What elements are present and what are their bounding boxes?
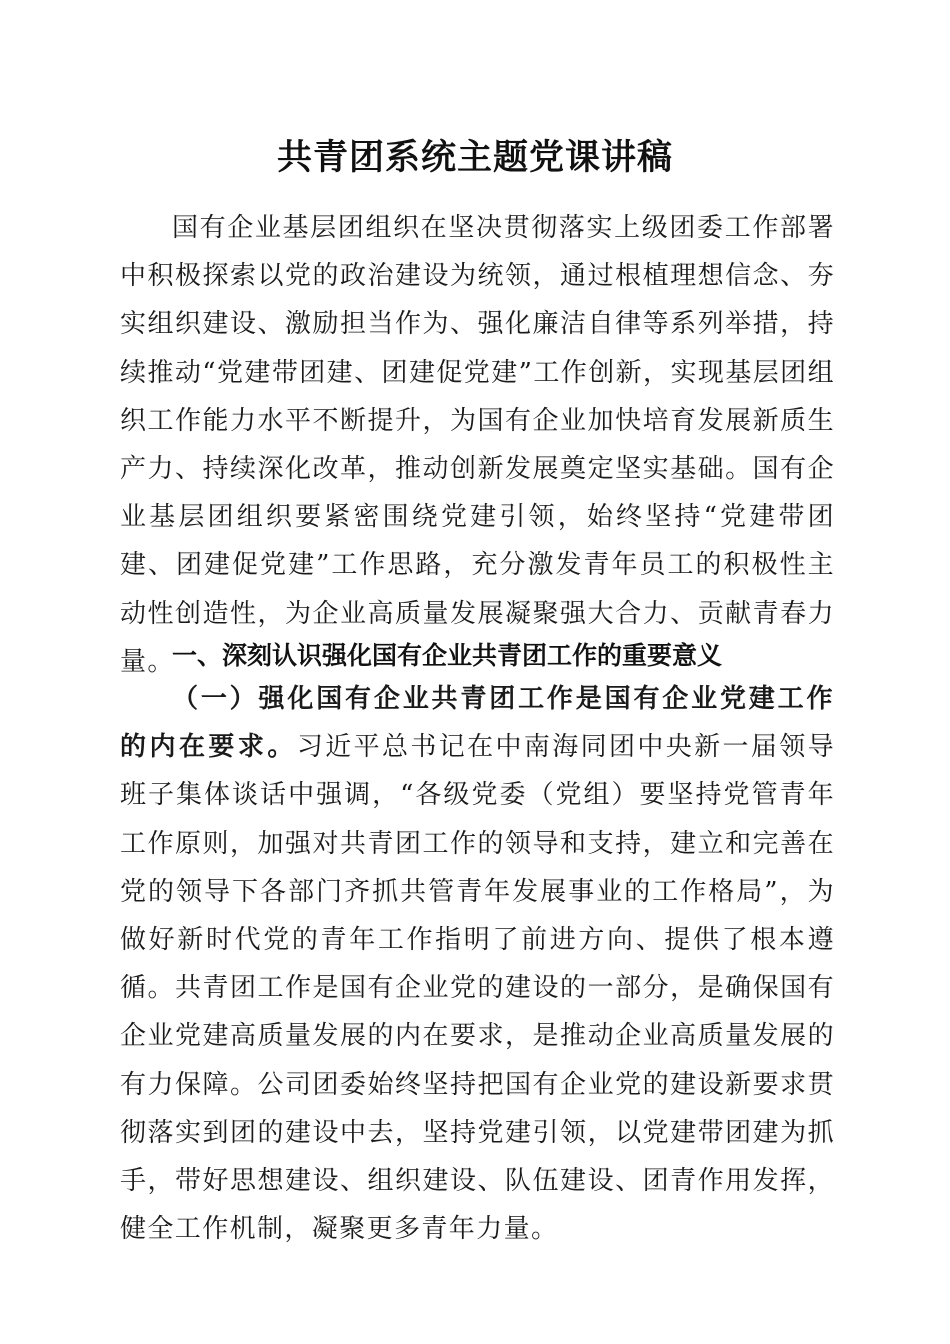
subsection-lead: （一）强化国有企业共青团工作是国有企业党建工作的内在要求。 [120,684,835,763]
document-title: 共青团系统主题党课讲稿 [276,137,673,178]
section-heading: 一、深刻认识强化国有企业共青团工作的重要意义 [172,641,723,670]
intro-paragraph: 国有企业基层团组织在坚决贯彻落实上级团委工作部署中积极探索以党的政治建设为统领，通过根植理想信念、夯实组织建设、激励担当作为、强化廉洁自律等系列举措，持续推动“党建带团建、团建促党建”工作创新，实现基层团组织工作能力水平不断提升，为国有企业加快培育发展新质生产力、持续深化改革，推动创新发展奠定坚实基础。国有企业基层团组织要紧密围绕党建引领，始终坚持“党建带团建、团建促党建”工作思路，充分激发青年员工的积极性主动性创造性，为企业高质量发展凝聚强大合力、贡献青春力量。 [120,213,835,677]
subsection-text: 习近平总书记在中南海同团中央新一届领导班子集体谈话中强调，“各级党委（党组）要坚持党管青年工作原则，加强对共青团工作的领导和支持，建立和完善在党的领导下各部门齐抓共管青年发展事业的工作格局”，为做好新时代党的青年工作指明了前进方向、提供了根本遵循。共青团工作是国有企业党的建设的一部分，是确保国有企业党建高质量发展的内在要求，是推动企业高质量发展的有力保障。公司团委始终坚持把国有企业党的建设新要求贯彻落实到团的建设中去，坚持党建引领，以党建带团建为抓手，带好思想建设、组织建设、队伍建设、团青作用发挥，健全工作机制，凝聚更多青年力量。 [120,732,835,1245]
subsection-paragraph [120,675,835,1253]
